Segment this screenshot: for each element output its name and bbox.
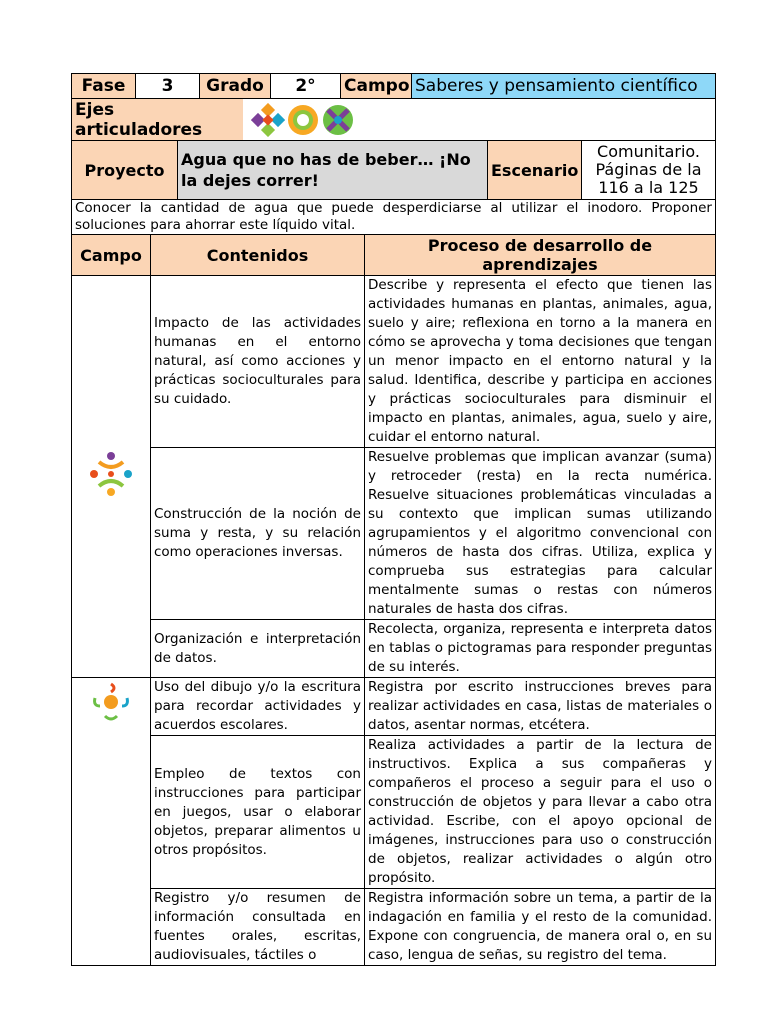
proceso-1-1: Describe y representa el efecto que tienen las actividades humanas en plantas, animales, agua, suelo y aire; reflexiona en torno a la manera en cómo se aprovecha y toma decisiones que tengan un menor impacto en el entorno natural y la salud. Identifica, describe y participa en acciones y prácticas socioculturales para disminuir el impacto en plantas, animales, agua, suelo y aire, cuidar el entorno natural. (365, 276, 716, 448)
contenido-2-3: Registro y/o resumen de información consultada en fuentes orales, escritas, audiovisuales, táctiles o (151, 889, 365, 966)
proceso-2-3: Registra información sobre un tema, a partir de la indagación en familia y el resto de la comunidad. Expone con congruencia, de manera oral o, en su caso, lengua de señas, su registro del tema. (365, 889, 716, 966)
col-proceso: Proceso de desarrollo de aprendizajes (365, 235, 716, 276)
proyecto-table (71, 140, 716, 200)
lenguajes-icon (91, 682, 131, 722)
planning-sheet (71, 73, 716, 966)
ejes-icons (243, 99, 716, 141)
proyecto-title: Agua que no has de beber… ¡No la dejes correr! (178, 141, 488, 200)
fase-value: 3 (136, 74, 200, 99)
campo-value: Saberes y pensamiento científico (412, 74, 716, 99)
header-table (71, 73, 716, 99)
contenido-1-1: Impacto de las actividades humanas en el entorno natural, así como acciones y prácticas socioculturales para su cuidado. (151, 276, 365, 448)
grado-label: Grado (200, 74, 271, 99)
ejes-table (71, 98, 716, 141)
campo-label: Campo (341, 74, 412, 99)
interculturalidad-icon (321, 103, 355, 137)
proyecto-label: Proyecto (72, 141, 178, 200)
proceso-2-2: Realiza actividades a partir de la lectura de instructivos. Explica a sus compañeras y compañeros el proceso a seguir para el uso o construcción de objetos y para llevar a cabo otra actividad. Escribe, con el apoyo opcional de imágenes, instrucciones para uso o construcción de objetos, realizar actividades o algún otro propósito. (365, 736, 716, 889)
col-campo: Campo (72, 235, 151, 276)
contenido-1-2: Construcción de la noción de suma y resta, y su relación como operaciones inversas. (151, 448, 365, 620)
fase-label: Fase (72, 74, 136, 99)
col-contenidos: Contenidos (151, 235, 365, 276)
proceso-1-2: Resuelve problemas que implican avanzar (suma) y retroceder (resta) en la recta numérica. Resuelve situaciones problemáticas vinculadas a su contexto que implican sumas utilizando agrupamientos y el algoritmo convencional con números de hasta dos cifras. Utiliza, explica y comprueba sus estrategias para calcular mentalmente sumas o restas con números naturales de hasta dos cifras. (365, 448, 716, 620)
proceso-1-3: Recolecta, organiza, representa e interpreta datos en tablas o pictogramas para responder preguntas de su interés. (365, 620, 716, 678)
campo-icon-cell-1 (72, 276, 151, 678)
contenido-2-2: Empleo de textos con instrucciones para participar en juegos, usar o elaborar objetos, preparar alimentos u otros propósitos. (151, 736, 365, 889)
content-table (71, 234, 716, 966)
objetivo-table (71, 199, 716, 235)
ejes-label: Ejes articuladores (72, 99, 243, 141)
contenido-2-1: Uso del dibujo y/o la escritura para recordar actividades y acuerdos escolares. (151, 678, 365, 736)
escenario-label: Escenario (488, 141, 582, 200)
escenario-value: Comunitario. Páginas de la 116 a la 125 (582, 141, 716, 200)
inclusion-icon (251, 103, 285, 137)
contenido-1-3: Organización e interpretación de datos. (151, 620, 365, 678)
saberes-pensamiento-cientifico-icon (85, 448, 137, 500)
objetivo-text: Conocer la cantidad de agua que puede desperdiciarse al utilizar el inodoro. Proponer soluciones para ahorrar este líquido vital. (72, 200, 716, 235)
campo-icon-cell-2 (72, 678, 151, 966)
proceso-2-1: Registra por escrito instrucciones breves para realizar actividades en casa, listas de materiales o datos, asentar normas, etcétera. (365, 678, 716, 736)
pensamiento-critico-icon (286, 103, 320, 137)
grado-value: 2° (271, 74, 341, 99)
